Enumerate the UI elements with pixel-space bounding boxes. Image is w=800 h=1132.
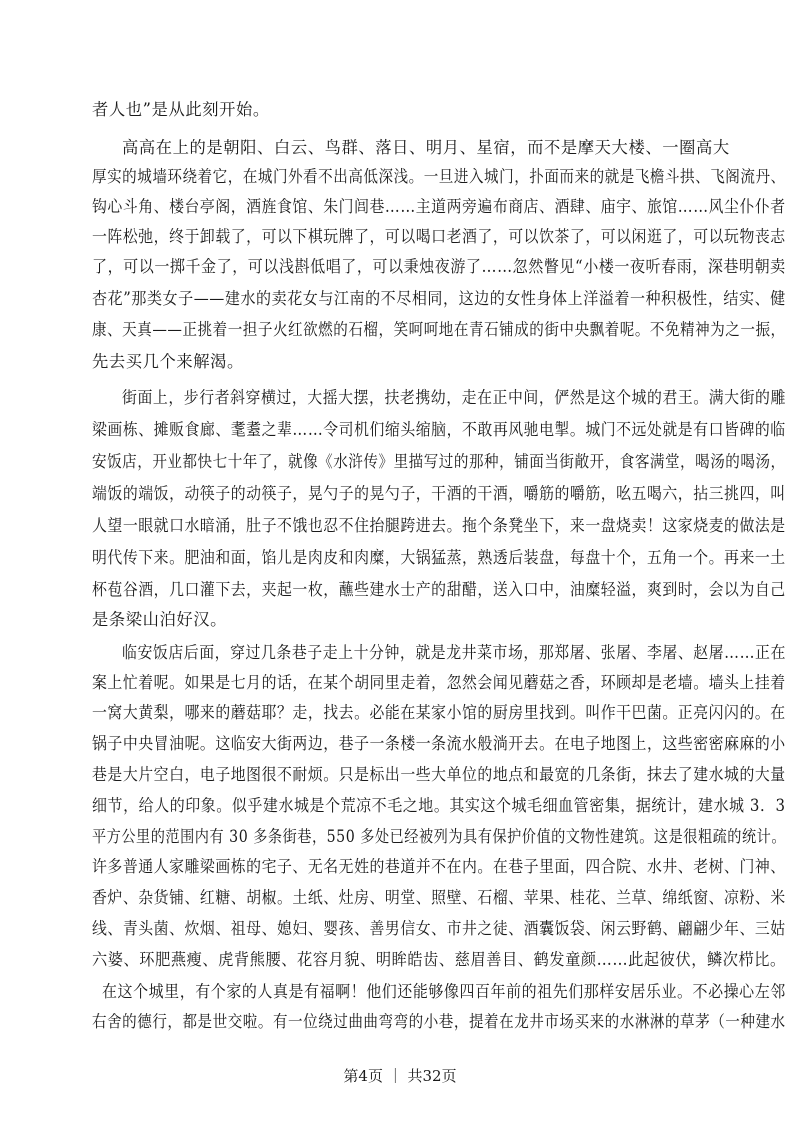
text-line-19: 案上忙着呢。如果是七月的话，在某个胡同里走着，忽然会闻见蘑菇之香，环顾却是老墙。墙头上挂着 (92, 673, 786, 692)
text-line-13: 端饭的端饭，动筷子的动筷子，晃勺子的晃勺子，干酒的干酒，嚼筋的嚼筋，吆五喝六，拈三挑四，叫 (92, 484, 786, 503)
text-line-6: 了，可以一掷千金了，可以浅斟低唱了，可以秉烛夜游了……忽然瞥见“小楼一夜听春雨，深巷明朝卖 (92, 257, 786, 276)
text-line-25: 许多普通人家雕梁画栋的宅子、无名无姓的巷道并不在内。在巷子里面，四合院、水井、老树、门神、 (92, 857, 786, 876)
text-line-11: 梁画栋、摊贩食廊、耄耋之辈……令司机们缩头缩脑，不敢再风驰电掣。城门不远处就是有口皆碑的临 (92, 420, 786, 439)
text-line-8: 康、天真——正挑着一担子火红欲燃的石榴，笑呵呵地在青石铺成的街中央飘着呢。不免精神为之一振， (92, 320, 786, 339)
text-line-7: 杏花”那类女子——建水的卖花女与江南的不尽相同，这边的女性身体上洋溢着一种积极性，结实、健 (92, 289, 786, 308)
text-line-16: 杯苞谷酒，几口灌下去，夹起一枚，蘸些建水士产的甜醋，送入口中，油糜轻溢，爽到时，会以为自己 (92, 580, 786, 599)
text-line-9: 先去买几个来解渴。 (92, 352, 244, 371)
text-line-26: 香炉、杂货铺、红糖、胡椒。土纸、灶房、明堂、照壁、石榴、苹果、桂花、兰草、绵纸窗、凉粉、米 (92, 888, 786, 907)
text-line-22: 巷是大片空白，电子地图很不耐烦。只是标出一些大单位的地点和最宽的几条街，抹去了建水城的大量 (92, 765, 786, 784)
text-line-10: 街面上，步行者斜穿横过，大摇大摆，扶老携幼，走在正中间，俨然是这个城的君王。满大街的雕 (122, 388, 786, 407)
text-line-17: 是条梁山泊好汉。 (92, 610, 228, 629)
text-line-5: 一阵松弛，终于卸载了，可以下棋玩牌了，可以喝口老酒了，可以饮茶了，可以闲逛了，可以玩物丧志 (92, 227, 786, 246)
text-line-28: 六婆、环肥燕瘦、虎背熊腰、花容月貌、明眸皓齿、慈眉善目、鹤发童颜……此起彼伏，鳞次栉比。 (92, 950, 786, 969)
text-line-24: 平方公里的范围内有 30 多条街巷，550 多处已经被列为具有保护价值的文物性建筑。这是很粗疏的统计。 (92, 827, 787, 846)
text-line-14: 人望一眼就口水暗涌，肚子不饿也忍不住抬腿跨进去。拖个条凳坐下，来一盘烧卖！这家烧麦的做法是 (92, 516, 786, 535)
text-line-1: 者人也”是从此刻开始。 (92, 100, 270, 119)
text-line-4: 钩心斗角、楼台亭阁，酒旌食馆、朱门闾巷……主道两旁遍布商店、酒肆、庙宇、旅馆……风尘仆仆者 (92, 197, 786, 216)
text-line-3: 厚实的城墙环绕着它，在城门外看不出高低深浅。一旦进入城门，扑面而来的就是飞檐斗拱、飞阁流丹、 (92, 167, 786, 186)
text-line-20: 一窝大黄梨，哪来的蘑菇耶？走，找去。必能在某家小馆的厨房里找到。叫作干巴菌。正亮闪闪的。在 (92, 703, 786, 722)
text-line-29: 在这个城里，有个家的人真是有福啊！他们还能够像四百年前的祖先们那样安居乐业。不必操心左邻 (102, 982, 786, 1001)
text-line-23: 细节，给人的印象。似乎建水城是个荒凉不毛之地。其实这个城毛细血管密集，据统计，建水城 3．3 (92, 796, 786, 815)
text-line-2: 高高在上的是朝阳、白云、鸟群、落日、明月、星宿，而不是摩天大楼、一圈高大 (122, 138, 730, 157)
text-line-18: 临安饭店后面，穿过几条巷子走上十分钟，就是龙井菜市场，那郑屠、张屠、李屠、赵屠……正在 (122, 643, 786, 662)
text-line-30: 右舍的德行，都是世交啦。有一位绕过曲曲弯弯的小巷，提着在龙井市场买来的水淋淋的草茅（一种建水 (92, 1012, 786, 1031)
text-line-21: 锅子中央冒油呢。这临安大街两边，巷子一条楼一条流水般淌开去。在电子地图上，这些密密麻麻的小 (92, 734, 786, 753)
page-number-footer: 第4页 ｜ 共32页 (343, 1067, 457, 1085)
text-line-12: 安饭店，开业都快七十年了，就像《水浒传》里描写过的那种，铺面当街敞开，食客满堂，喝汤的喝汤， (92, 452, 786, 471)
text-line-27: 线、青头菌、炊烟、祖母、媳妇、婴孩、善男信女、市井之徒、酒囊饭袋、闲云野鹤、翩翩少年、三姑 (92, 919, 786, 938)
text-line-15: 明代传下来。肥油和面，馅儿是肉皮和肉糜，大锅猛蒸，熟透后装盘，每盘十个，五角一个。再来一土 (92, 548, 786, 567)
